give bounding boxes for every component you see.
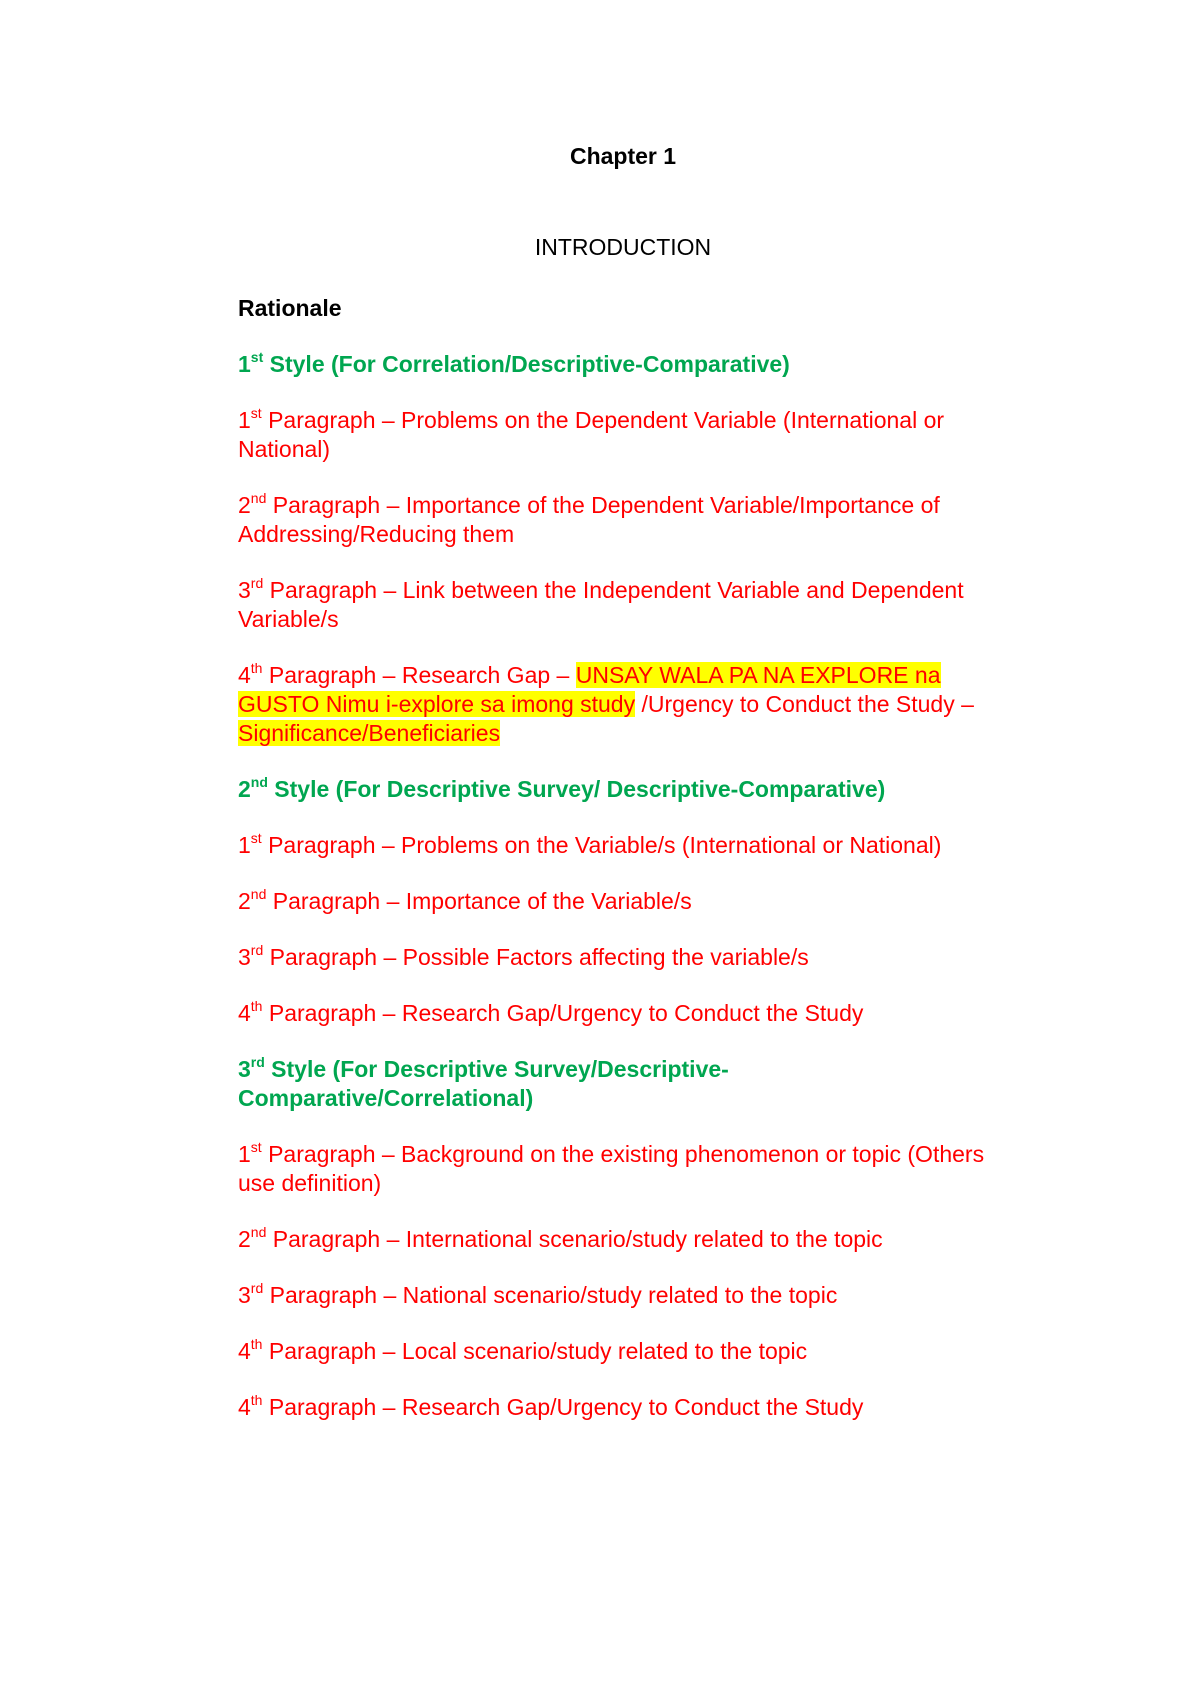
style-2-paragraph-2: 2nd Paragraph – Importance of the Variable/s bbox=[238, 886, 692, 914]
style-2-paragraph-4: 4th Paragraph – Research Gap/Urgency to Conduct the Study bbox=[238, 998, 864, 1026]
highlighted-text: UNSAY WALA PA NA EXPLORE na GUSTO Nimu i-explore sa imong study bbox=[238, 662, 941, 717]
style-3-paragraph-3: 3rd Paragraph – National scenario/study related to the topic bbox=[238, 1280, 838, 1308]
chapter-title: Chapter 1 bbox=[569, 143, 677, 169]
style-2-paragraph-3: 3rd Paragraph – Possible Factors affecting the variable/s bbox=[238, 942, 809, 970]
style-1-paragraph-2: 2nd Paragraph – Importance of the Dependent Variable/Importance of Addressing/Reducing them bbox=[238, 490, 940, 547]
style-heading-1: 1st Style (For Correlation/Descriptive-Comparative) bbox=[238, 349, 790, 377]
highlighted-text: Significance/Beneficiaries bbox=[238, 720, 501, 746]
style-3-paragraph-1: 1st Paragraph – Background on the existing phenomenon or topic (Others use definition) bbox=[238, 1139, 985, 1196]
rationale-styles bbox=[238, 350, 1008, 1449]
style-3-paragraph-4: 4th Paragraph – Local scenario/study related to the topic bbox=[238, 1336, 808, 1364]
section-heading: INTRODUCTION bbox=[534, 234, 712, 260]
style-1-paragraph-4-research-gap: 4th Paragraph – Research Gap – UNSAY WALA PA NA EXPLORE na GUSTO Nimu i-explore sa imong study /Urgency to Conduct the Study – Significance/Beneficiaries bbox=[238, 660, 974, 746]
style-2-paragraph-1: 1st Paragraph – Problems on the Variable/s (International or National) bbox=[238, 830, 942, 858]
subsection-heading: Rationale bbox=[238, 295, 342, 321]
style-heading-2: 2nd Style (For Descriptive Survey/ Descriptive-Comparative) bbox=[238, 774, 886, 802]
style-1-paragraph-1: 1st Paragraph – Problems on the Dependent Variable (International or National) bbox=[238, 405, 945, 462]
style-heading-3: 3rd Style (For Descriptive Survey/Descriptive-Comparative/Correlational) bbox=[238, 1054, 729, 1111]
style-1-paragraph-3: 3rd Paragraph – Link between the Independent Variable and Dependent Variable/s bbox=[238, 575, 964, 632]
style-3-paragraph-5: 4th Paragraph – Research Gap/Urgency to Conduct the Study bbox=[238, 1392, 864, 1420]
style-3-paragraph-2: 2nd Paragraph – International scenario/study related to the topic bbox=[238, 1224, 883, 1252]
document-body bbox=[238, 142, 1008, 1420]
